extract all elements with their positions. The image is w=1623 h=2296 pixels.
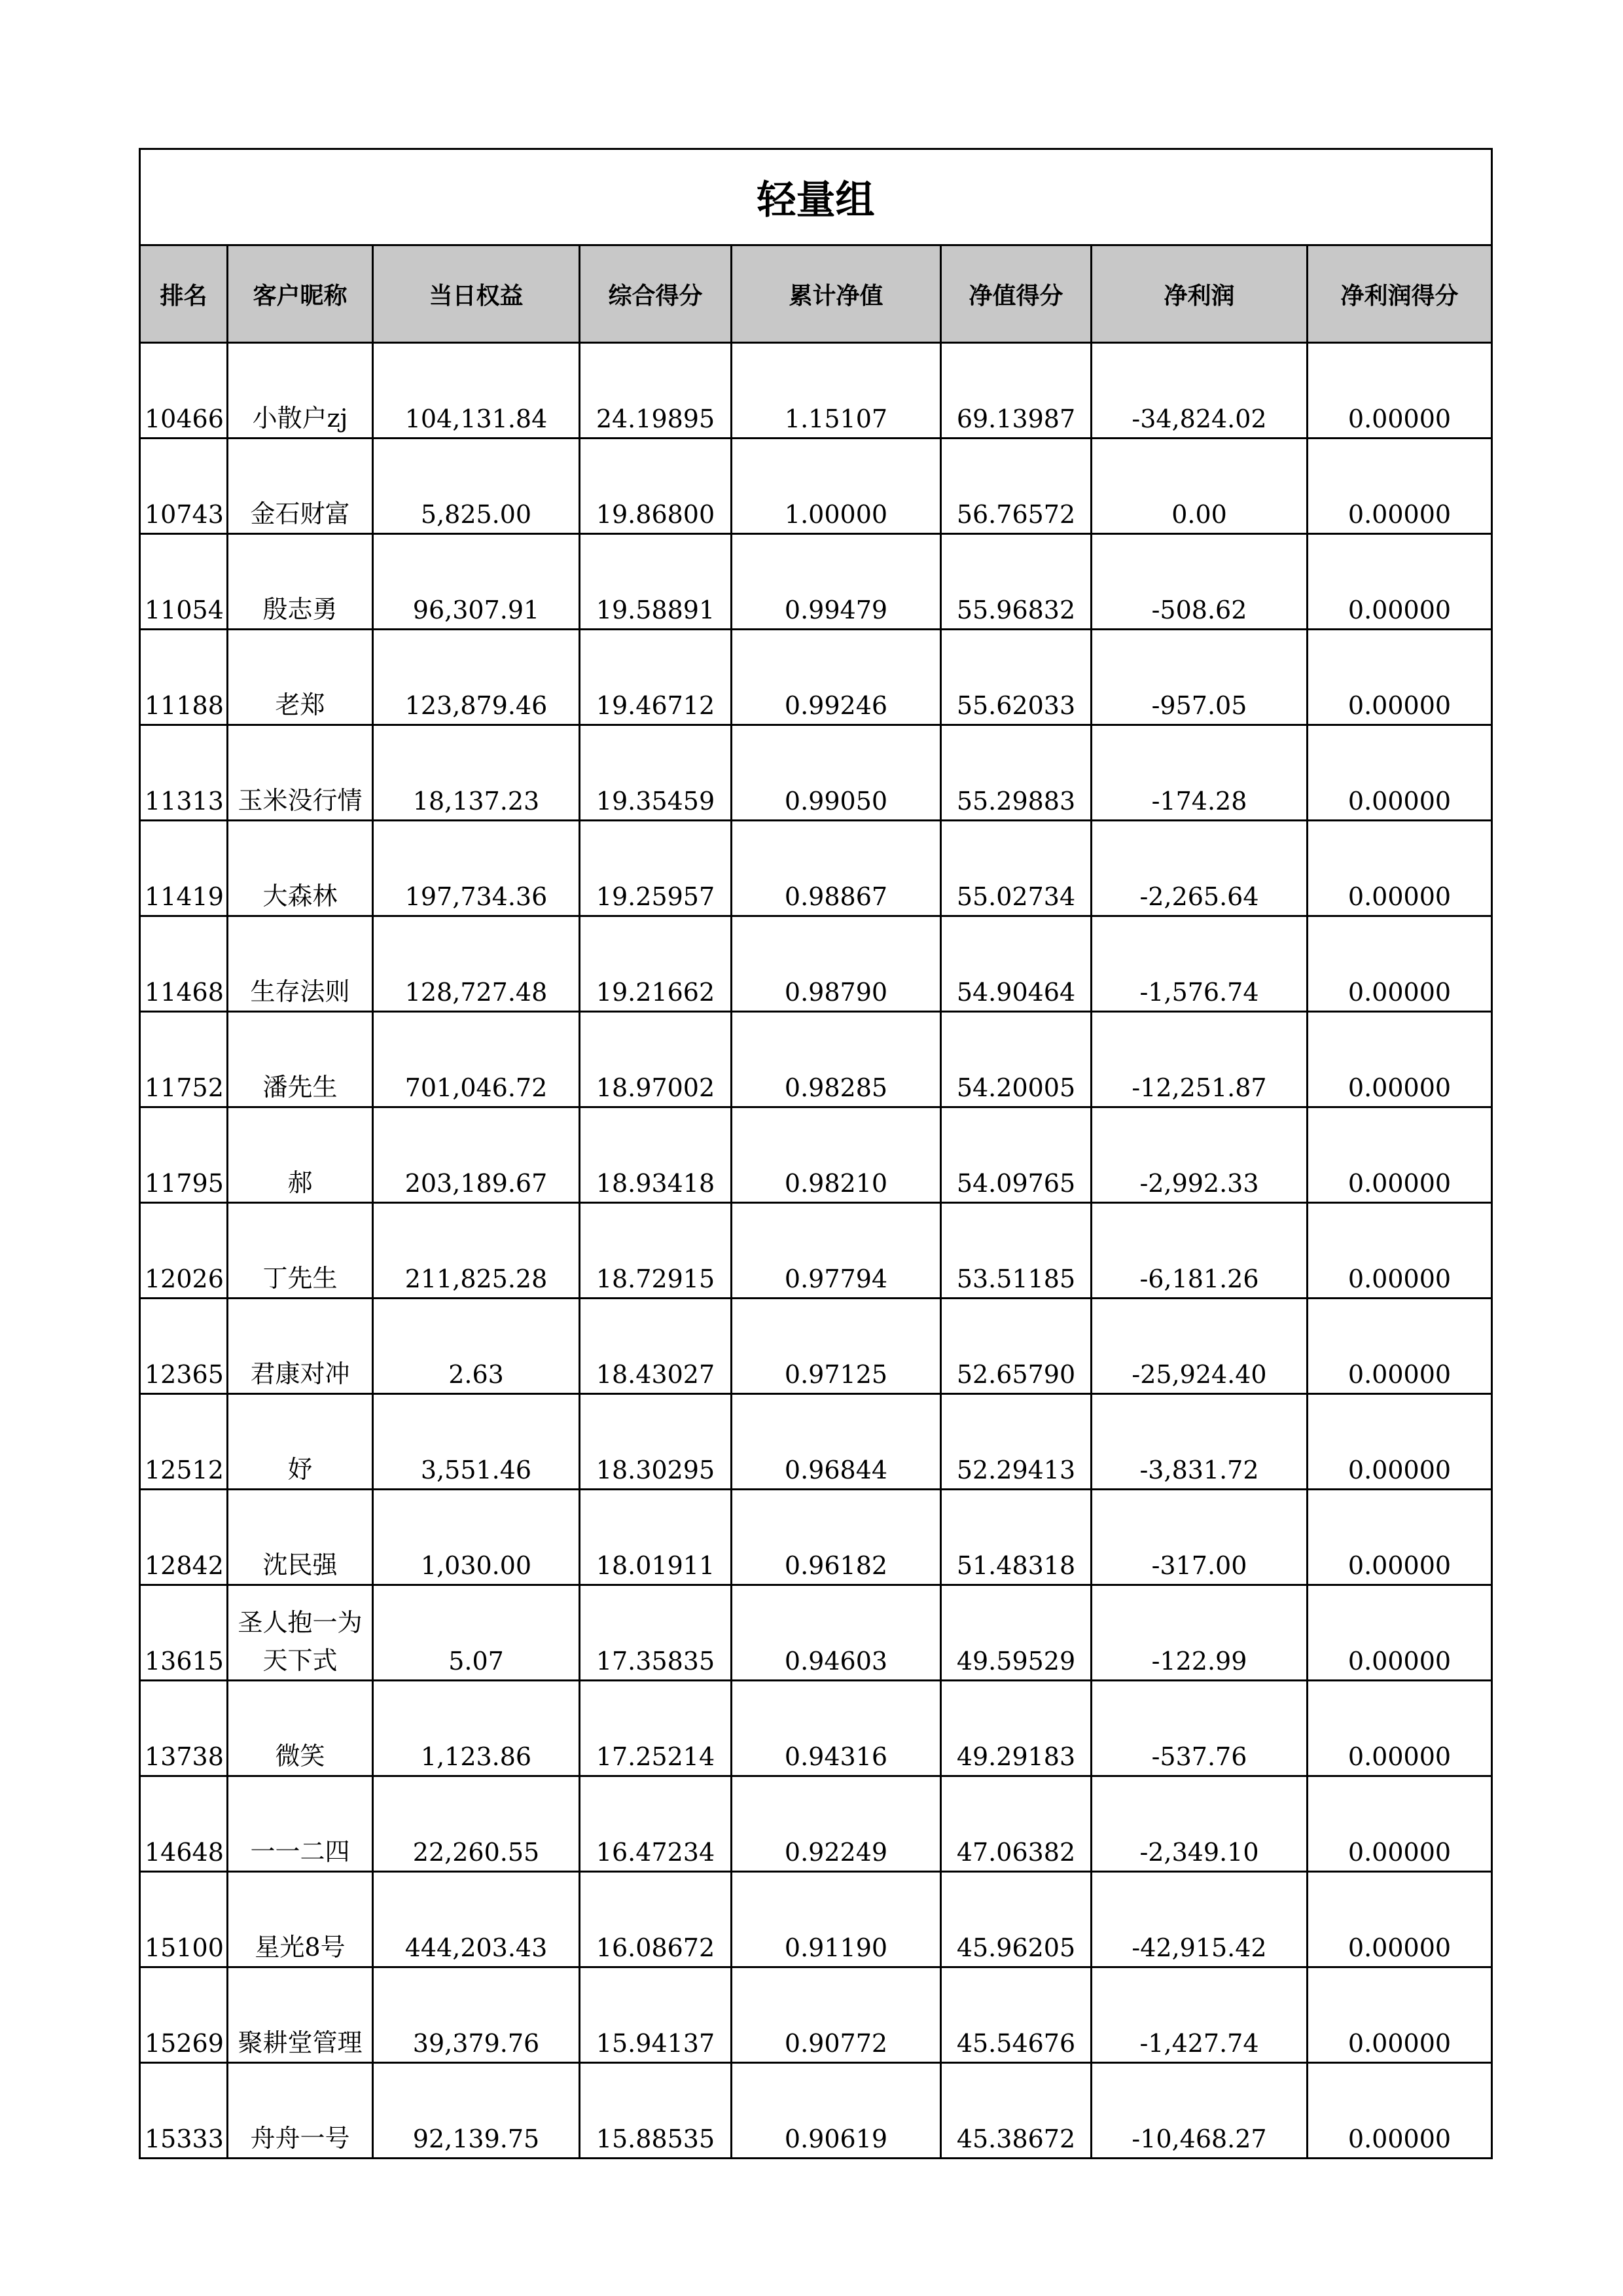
table-row	[140, 916, 1492, 1012]
composite-score-cell: 18.01911	[580, 1490, 732, 1585]
nickname-cell: 微笑	[228, 1681, 373, 1776]
net-profit-score-cell: 0.00000	[1308, 1585, 1492, 1681]
net-profit-score-cell: 0.00000	[1308, 534, 1492, 630]
net-profit-score-cell: 0.00000	[1308, 1490, 1492, 1585]
net-profit-score-cell: 0.00000	[1308, 1967, 1492, 2063]
nickname-cell: 金石财富	[228, 439, 373, 534]
net-profit-cell: -957.05	[1092, 630, 1308, 725]
composite-score-cell: 17.35835	[580, 1585, 732, 1681]
composite-score-cell: 19.46712	[580, 630, 732, 725]
net-profit-score-cell: 0.00000	[1308, 1394, 1492, 1490]
composite-score-cell: 19.21662	[580, 916, 732, 1012]
column-header-equity: 当日权益	[373, 245, 580, 343]
net-profit-score-cell: 0.00000	[1308, 916, 1492, 1012]
header-row	[140, 245, 1492, 343]
nickname-cell: 老郑	[228, 630, 373, 725]
net-profit-cell: -1,427.74	[1092, 1967, 1308, 2063]
equity-cell: 104,131.84	[373, 343, 580, 439]
cumulative-nav-cell: 0.90772	[732, 1967, 941, 2063]
net-profit-score-cell: 0.00000	[1308, 1776, 1492, 1872]
nav-score-cell: 53.51185	[941, 1203, 1092, 1299]
table-row	[140, 1681, 1492, 1776]
nickname-cell: 舟舟一号	[228, 2063, 373, 2159]
nickname-cell: 殷志勇	[228, 534, 373, 630]
net-profit-cell: -42,915.42	[1092, 1872, 1308, 1967]
net-profit-score-cell: 0.00000	[1308, 1012, 1492, 1107]
net-profit-cell: -34,824.02	[1092, 343, 1308, 439]
equity-cell: 5,825.00	[373, 439, 580, 534]
nickname-cell: 小散户zj	[228, 343, 373, 439]
rank-cell: 15269	[140, 1967, 228, 2063]
equity-cell: 92,139.75	[373, 2063, 580, 2159]
rank-cell: 12026	[140, 1203, 228, 1299]
net-profit-score-cell: 0.00000	[1308, 1203, 1492, 1299]
cumulative-nav-cell: 0.99479	[732, 534, 941, 630]
cumulative-nav-cell: 0.97125	[732, 1299, 941, 1394]
table-row	[140, 1585, 1492, 1681]
equity-cell: 18,137.23	[373, 725, 580, 821]
table-row	[140, 1012, 1492, 1107]
net-profit-cell: -25,924.40	[1092, 1299, 1308, 1394]
composite-score-cell: 19.35459	[580, 725, 732, 821]
rank-cell: 11188	[140, 630, 228, 725]
equity-cell: 39,379.76	[373, 1967, 580, 2063]
nav-score-cell: 69.13987	[941, 343, 1092, 439]
nav-score-cell: 47.06382	[941, 1776, 1092, 1872]
table-row	[140, 725, 1492, 821]
table-row	[140, 1203, 1492, 1299]
net-profit-cell: -122.99	[1092, 1585, 1308, 1681]
nav-score-cell: 49.29183	[941, 1681, 1092, 1776]
composite-score-cell: 19.58891	[580, 534, 732, 630]
rank-cell: 10743	[140, 439, 228, 534]
nickname-cell: 大森林	[228, 821, 373, 916]
composite-score-cell: 18.72915	[580, 1203, 732, 1299]
equity-cell: 701,046.72	[373, 1012, 580, 1107]
nav-score-cell: 55.02734	[941, 821, 1092, 916]
rank-cell: 11419	[140, 821, 228, 916]
equity-cell: 211,825.28	[373, 1203, 580, 1299]
nickname-cell: 聚耕堂管理	[228, 1967, 373, 2063]
ranking-sheet	[139, 148, 1491, 2159]
composite-score-cell: 17.25214	[580, 1681, 732, 1776]
cumulative-nav-cell: 0.98285	[732, 1012, 941, 1107]
nickname-cell: 圣人抱一为天下式	[228, 1585, 373, 1681]
equity-cell: 128,727.48	[373, 916, 580, 1012]
cumulative-nav-cell: 0.94603	[732, 1585, 941, 1681]
column-header-net-profit-score: 净利润得分	[1308, 245, 1492, 343]
table-row	[140, 1107, 1492, 1203]
table-row	[140, 1872, 1492, 1967]
rank-cell: 15333	[140, 2063, 228, 2159]
column-header-nickname: 客户昵称	[228, 245, 373, 343]
column-header-composite-score: 综合得分	[580, 245, 732, 343]
cumulative-nav-cell: 0.99246	[732, 630, 941, 725]
composite-score-cell: 16.08672	[580, 1872, 732, 1967]
equity-cell: 2.63	[373, 1299, 580, 1394]
rank-cell: 11054	[140, 534, 228, 630]
net-profit-score-cell: 0.00000	[1308, 630, 1492, 725]
nickname-cell: 君康对冲	[228, 1299, 373, 1394]
nickname-cell: 妤	[228, 1394, 373, 1490]
nav-score-cell: 45.54676	[941, 1967, 1092, 2063]
net-profit-cell: -2,349.10	[1092, 1776, 1308, 1872]
rank-cell: 15100	[140, 1872, 228, 1967]
nav-score-cell: 51.48318	[941, 1490, 1092, 1585]
net-profit-score-cell: 0.00000	[1308, 343, 1492, 439]
rank-cell: 12365	[140, 1299, 228, 1394]
net-profit-cell: -3,831.72	[1092, 1394, 1308, 1490]
column-header-net-profit: 净利润	[1092, 245, 1308, 343]
net-profit-cell: -537.76	[1092, 1681, 1308, 1776]
rank-cell: 11468	[140, 916, 228, 1012]
equity-cell: 1,030.00	[373, 1490, 580, 1585]
equity-cell: 22,260.55	[373, 1776, 580, 1872]
column-header-rank: 排名	[140, 245, 228, 343]
table-row	[140, 343, 1492, 439]
rank-cell: 14648	[140, 1776, 228, 1872]
net-profit-score-cell: 0.00000	[1308, 1872, 1492, 1967]
equity-cell: 203,189.67	[373, 1107, 580, 1203]
net-profit-cell: -317.00	[1092, 1490, 1308, 1585]
equity-cell: 1,123.86	[373, 1681, 580, 1776]
rank-cell: 11752	[140, 1012, 228, 1107]
rank-cell: 13738	[140, 1681, 228, 1776]
composite-score-cell: 18.97002	[580, 1012, 732, 1107]
cumulative-nav-cell: 0.98210	[732, 1107, 941, 1203]
composite-score-cell: 16.47234	[580, 1776, 732, 1872]
net-profit-cell: -2,992.33	[1092, 1107, 1308, 1203]
equity-cell: 123,879.46	[373, 630, 580, 725]
table-title: 轻量组	[140, 149, 1492, 245]
nav-score-cell: 56.76572	[941, 439, 1092, 534]
column-header-nav-score: 净值得分	[941, 245, 1092, 343]
rank-cell: 10466	[140, 343, 228, 439]
net-profit-score-cell: 0.00000	[1308, 2063, 1492, 2159]
nav-score-cell: 54.90464	[941, 916, 1092, 1012]
net-profit-score-cell: 0.00000	[1308, 1299, 1492, 1394]
cumulative-nav-cell: 0.96844	[732, 1394, 941, 1490]
nickname-cell: 丁先生	[228, 1203, 373, 1299]
nav-score-cell: 45.38672	[941, 2063, 1092, 2159]
rank-cell: 12842	[140, 1490, 228, 1585]
net-profit-cell: -1,576.74	[1092, 916, 1308, 1012]
cumulative-nav-cell: 0.91190	[732, 1872, 941, 1967]
net-profit-score-cell: 0.00000	[1308, 725, 1492, 821]
column-header-cumulative-nav: 累计净值	[732, 245, 941, 343]
nickname-cell: 潘先生	[228, 1012, 373, 1107]
table-row	[140, 534, 1492, 630]
equity-cell: 444,203.43	[373, 1872, 580, 1967]
nickname-cell: 郝	[228, 1107, 373, 1203]
composite-score-cell: 18.43027	[580, 1299, 732, 1394]
cumulative-nav-cell: 0.97794	[732, 1203, 941, 1299]
cumulative-nav-cell: 0.96182	[732, 1490, 941, 1585]
cumulative-nav-cell: 0.92249	[732, 1776, 941, 1872]
composite-score-cell: 18.93418	[580, 1107, 732, 1203]
table-row	[140, 2063, 1492, 2159]
composite-score-cell: 19.25957	[580, 821, 732, 916]
nickname-cell: 玉米没行情	[228, 725, 373, 821]
rank-cell: 11795	[140, 1107, 228, 1203]
cumulative-nav-cell: 0.94316	[732, 1681, 941, 1776]
table-row	[140, 1299, 1492, 1394]
nav-score-cell: 55.62033	[941, 630, 1092, 725]
net-profit-cell: -508.62	[1092, 534, 1308, 630]
table-row	[140, 1394, 1492, 1490]
nav-score-cell: 54.20005	[941, 1012, 1092, 1107]
net-profit-score-cell: 0.00000	[1308, 439, 1492, 534]
table-row	[140, 439, 1492, 534]
equity-cell: 3,551.46	[373, 1394, 580, 1490]
cumulative-nav-cell: 1.00000	[732, 439, 941, 534]
composite-score-cell: 15.88535	[580, 2063, 732, 2159]
rank-cell: 11313	[140, 725, 228, 821]
nav-score-cell: 55.96832	[941, 534, 1092, 630]
equity-cell: 197,734.36	[373, 821, 580, 916]
net-profit-score-cell: 0.00000	[1308, 821, 1492, 916]
net-profit-score-cell: 0.00000	[1308, 1107, 1492, 1203]
nav-score-cell: 55.29883	[941, 725, 1092, 821]
table-row	[140, 1776, 1492, 1872]
net-profit-cell: -174.28	[1092, 725, 1308, 821]
nickname-cell: 生存法则	[228, 916, 373, 1012]
equity-cell: 96,307.91	[373, 534, 580, 630]
composite-score-cell: 15.94137	[580, 1967, 732, 2063]
table-row	[140, 630, 1492, 725]
cumulative-nav-cell: 0.98867	[732, 821, 941, 916]
cumulative-nav-cell: 0.98790	[732, 916, 941, 1012]
table-row	[140, 1967, 1492, 2063]
nav-score-cell: 49.59529	[941, 1585, 1092, 1681]
net-profit-cell: -6,181.26	[1092, 1203, 1308, 1299]
ranking-table	[139, 148, 1493, 2159]
net-profit-score-cell: 0.00000	[1308, 1681, 1492, 1776]
rank-cell: 12512	[140, 1394, 228, 1490]
composite-score-cell: 19.86800	[580, 439, 732, 534]
nickname-cell: 沈民强	[228, 1490, 373, 1585]
cumulative-nav-cell: 1.15107	[732, 343, 941, 439]
rank-cell: 13615	[140, 1585, 228, 1681]
net-profit-cell: -2,265.64	[1092, 821, 1308, 916]
composite-score-cell: 24.19895	[580, 343, 732, 439]
nav-score-cell: 45.96205	[941, 1872, 1092, 1967]
equity-cell: 5.07	[373, 1585, 580, 1681]
nav-score-cell: 52.65790	[941, 1299, 1092, 1394]
table-row	[140, 821, 1492, 916]
nav-score-cell: 52.29413	[941, 1394, 1092, 1490]
nickname-cell: 星光8号	[228, 1872, 373, 1967]
nickname-cell: 一一二四	[228, 1776, 373, 1872]
cumulative-nav-cell: 0.99050	[732, 725, 941, 821]
net-profit-cell: -12,251.87	[1092, 1012, 1308, 1107]
nav-score-cell: 54.09765	[941, 1107, 1092, 1203]
net-profit-cell: -10,468.27	[1092, 2063, 1308, 2159]
cumulative-nav-cell: 0.90619	[732, 2063, 941, 2159]
composite-score-cell: 18.30295	[580, 1394, 732, 1490]
table-row	[140, 1490, 1492, 1585]
net-profit-cell: 0.00	[1092, 439, 1308, 534]
